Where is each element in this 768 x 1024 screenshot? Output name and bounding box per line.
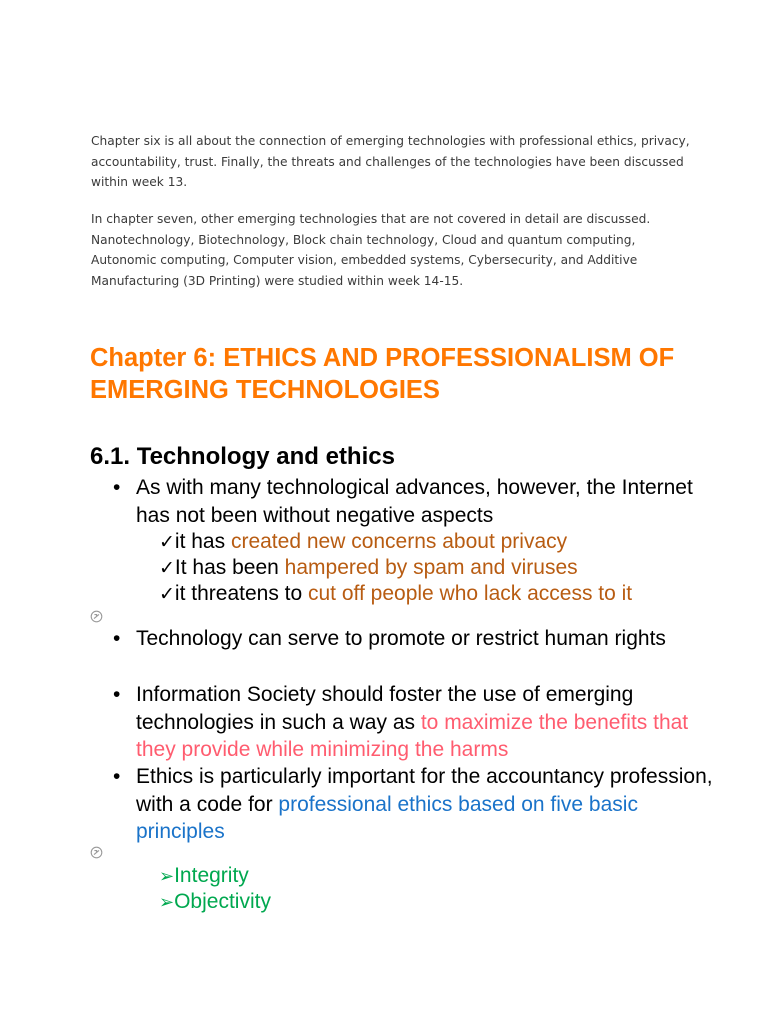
principle-item-label: Objectivity — [174, 890, 271, 913]
bullet-item-information-society — [113, 681, 713, 764]
bullet-dot: • — [113, 476, 121, 499]
bullet-item-accountancy-ethics — [113, 763, 713, 846]
chapter-title: Chapter 6: ETHICS AND PROFESSIONALISM OF EMERGING TECHNOLOGIES — [90, 344, 675, 404]
bullet-text — [136, 763, 713, 846]
check-item-prefix: It has been — [174, 556, 285, 579]
broken-image-icon — [90, 846, 103, 859]
bullet-text: Technology can serve to promote or restrict human rights — [136, 627, 666, 650]
principle-item-label: Integrity — [174, 864, 249, 887]
bullet-item-human-rights — [113, 625, 713, 653]
bullet-text-prefix: Ethics is particularly important for the accountancy profession, with a code for — [136, 765, 713, 816]
check-item-highlight: cut off people who lack access to it — [308, 582, 633, 605]
checkmark-icon: ✓ — [159, 584, 175, 605]
check-item-privacy — [159, 528, 567, 557]
check-item-prefix: it threatens to — [174, 582, 308, 605]
principle-item-objectivity — [159, 888, 271, 917]
check-item-access — [159, 580, 632, 609]
check-item-prefix: it has — [174, 530, 231, 553]
bullet-dot: • — [113, 627, 121, 650]
arrow-bullet-icon: ➢ — [159, 866, 175, 886]
bullet-item-negative-aspects — [113, 474, 713, 529]
bullet-text-prefix: Information Society should foster the use of emerging technologies in such a way as — [136, 683, 634, 734]
check-item-highlight: hampered by spam and viruses — [284, 556, 578, 579]
intro-paragraph-chapter-seven: In chapter seven, other emerging technologies that are not covered in detail are discussed. Nanotechnology, Biotechnology, Block chain technology, Cloud and quantum computing, Autonomic computing, Computer vision, embedded systems, Cybersecurity, and Additive Manufacturing (3D Printing) were studied within week 14-15. — [91, 212, 651, 288]
bullet-text — [136, 681, 713, 764]
bullet-text-highlight: to maximize the benefits that they provide while minimizing the harms — [136, 710, 689, 761]
intro-paragraph-chapter-six: Chapter six is all about the connection of emerging technologies with professional ethics, privacy, accountability, trust. Finally, the threats and challenges of the technologies have been discussed within week 13. — [91, 134, 690, 189]
section-title: 6.1. Technology and ethics — [90, 443, 395, 470]
checkmark-icon: ✓ — [159, 558, 175, 579]
principle-item-integrity — [159, 862, 249, 891]
arrow-bullet-icon: ➢ — [159, 892, 175, 912]
broken-image-icon — [90, 610, 103, 623]
check-item-highlight: created new concerns about privacy — [230, 530, 568, 553]
bullet-text-highlight: professional ethics based on five basic principles — [136, 792, 638, 843]
bullet-dot: • — [113, 683, 121, 706]
checkmark-icon: ✓ — [159, 532, 175, 553]
bullet-text: As with many technological advances, however, the Internet has not been without negative aspects — [136, 476, 693, 527]
check-item-spam — [159, 554, 578, 583]
bullet-dot: • — [113, 765, 121, 788]
